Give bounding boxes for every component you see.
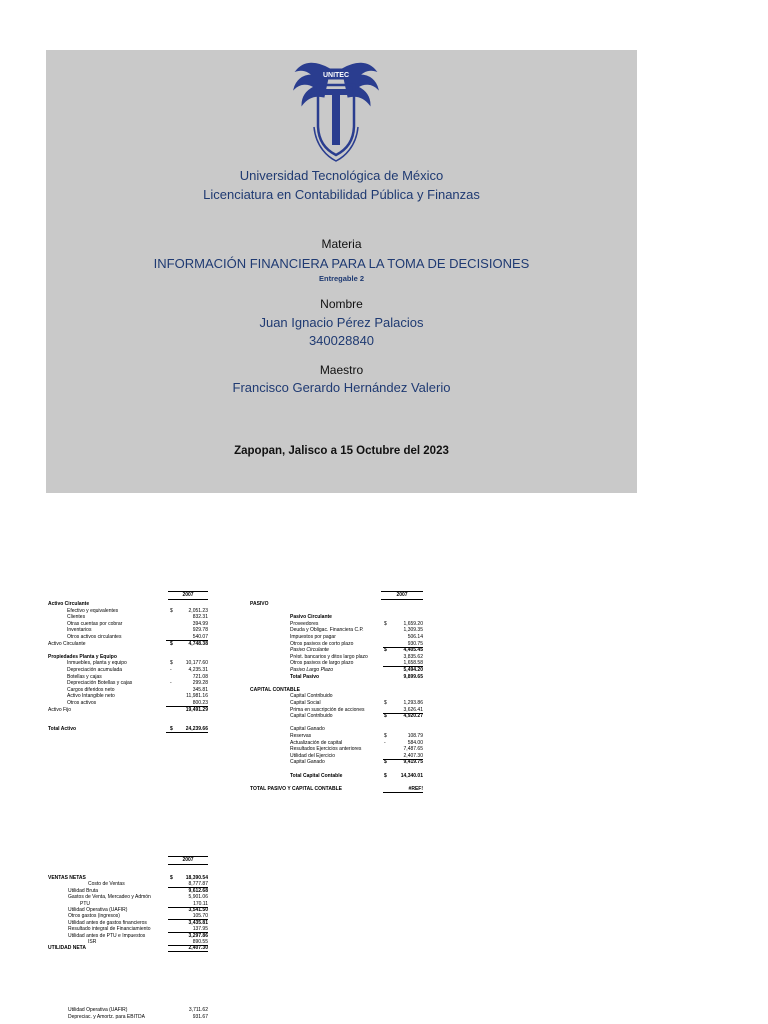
currency-sign: $ bbox=[384, 733, 387, 739]
row-label: Otros pasivos de corto plazo bbox=[290, 640, 354, 647]
row-value: 7,487.65 bbox=[403, 746, 423, 753]
row-label: TOTAL PASIVO Y CAPITAL CONTABLE bbox=[250, 785, 342, 792]
row-label: Otros activos bbox=[67, 700, 97, 706]
row-label: Proveedores bbox=[290, 620, 319, 627]
row-label: Capital Contribuido bbox=[290, 693, 333, 700]
row-value: 2,051.23 bbox=[188, 607, 208, 614]
row-value: 3,297.86 bbox=[188, 932, 208, 939]
name-label: Nombre bbox=[320, 297, 363, 311]
row-value: 930.75 bbox=[383, 641, 423, 648]
row-value: 1,658.58 bbox=[383, 660, 423, 667]
row-value: 9,612.68 bbox=[188, 887, 208, 894]
row-value: 299.28 bbox=[192, 680, 208, 687]
currency-sign: $ bbox=[384, 759, 387, 766]
row-value: 14,340.01 bbox=[400, 772, 423, 779]
row-value: 170.11 bbox=[168, 901, 208, 908]
row-label: Inmuebles, planta y equipo bbox=[67, 660, 127, 667]
unitec-logo bbox=[286, 55, 386, 167]
row-value: 11,981.16 bbox=[186, 693, 208, 700]
row-label: Depreciación acumulada bbox=[67, 667, 123, 673]
row-label: Utilidad antes de PTU e Impuestos bbox=[68, 932, 146, 939]
row-label: PASIVO bbox=[250, 601, 269, 607]
row-label: Utilidad del Ejercicio bbox=[290, 752, 336, 759]
row-value: 9,419.75 bbox=[403, 759, 423, 766]
row-label: Capital Social bbox=[290, 700, 321, 706]
row-value: 832.31 bbox=[192, 614, 208, 621]
row-value: 3,435.81 bbox=[188, 919, 208, 926]
row-label: Resultado integral de Financiamiento bbox=[68, 926, 151, 933]
row-value: 394.99 bbox=[192, 620, 208, 627]
row-label: Activo Intangible neto bbox=[67, 693, 115, 700]
row-label: Costo de Ventas bbox=[88, 881, 125, 888]
row-value: 345.81 bbox=[192, 686, 208, 693]
row-label: Otros gastos (ingresos) bbox=[68, 913, 120, 920]
place-date: Zapopan, Jalisco a 15 Octubre del 2023 bbox=[234, 445, 449, 457]
row-value: 3,711.62 bbox=[188, 1007, 208, 1013]
row-value: 1,659.20 bbox=[403, 620, 423, 627]
row-label: Deuda y Obligac. Financiera C.P. bbox=[290, 627, 364, 634]
row-label: Pasivo Circulante bbox=[290, 614, 332, 621]
row-label: Prést. bancarios y ditos largo plazo bbox=[290, 653, 368, 660]
row-label: Capital Contribuido bbox=[290, 713, 333, 720]
deliverable: Entregable 2 bbox=[318, 274, 364, 283]
currency-sign: $ bbox=[384, 772, 387, 779]
student-id: 340028840 bbox=[308, 333, 375, 348]
row-label: Pasivo Circulante bbox=[290, 647, 329, 654]
row-label: Gastos de Venta, Mercadeo y Admón bbox=[68, 894, 151, 901]
row-label: Reservas bbox=[290, 733, 312, 739]
row-value: 890.55 bbox=[168, 939, 208, 946]
row-label: Prima en suscripción de acciones bbox=[290, 706, 365, 713]
row-label: Otras cuentas por cobrar bbox=[67, 620, 123, 627]
row-value: 19,491.29 bbox=[185, 706, 208, 713]
row-value: 929.78 bbox=[192, 627, 208, 634]
balance-year-left: 2007 bbox=[168, 591, 208, 600]
row-value: 1,309.35 bbox=[403, 627, 423, 634]
row-label: Cargos diferidos neto bbox=[67, 686, 115, 693]
degree-name: Licenciatura en Contabilidad Pública y Finanzas bbox=[203, 187, 480, 202]
teacher-label: Maestro bbox=[319, 363, 364, 377]
row-value: 3,626.41 bbox=[383, 707, 423, 714]
row-label: Activo Circulante bbox=[48, 601, 90, 607]
row-value: 18,390.54 bbox=[185, 875, 208, 881]
row-label: Inventarios bbox=[67, 627, 92, 634]
row-label: Utilidad antes de gastos financieros bbox=[68, 919, 147, 926]
row-value: 4,748.38 bbox=[188, 640, 208, 647]
currency-sign: $ bbox=[170, 875, 173, 881]
row-value: 800.23 bbox=[166, 700, 208, 707]
row-label: Utilidad Operativa (UAFIR) bbox=[68, 907, 128, 913]
row-value: #REF! bbox=[383, 786, 423, 793]
row-value: 584.00 bbox=[407, 739, 423, 746]
currency-sign: $ bbox=[170, 607, 173, 614]
row-label: VENTAS NETAS bbox=[48, 875, 86, 881]
row-label: Activo Fijo bbox=[48, 706, 72, 713]
row-label: Pasivo Largo Plazo bbox=[290, 667, 334, 673]
row-label: Total Activo bbox=[48, 726, 77, 733]
row-label: Impuestos por pagar bbox=[290, 634, 336, 640]
university-name: Universidad Tecnológica de México bbox=[239, 168, 444, 183]
row-value: 506.14 bbox=[407, 634, 423, 640]
row-value: 5,901.06 bbox=[188, 894, 208, 901]
logo-text: UNITEC bbox=[322, 72, 350, 79]
row-value: 4,920.27 bbox=[403, 713, 423, 720]
row-label: UTILIDAD NETA bbox=[48, 945, 86, 952]
row-value: 4,235.31 bbox=[188, 667, 208, 673]
row-value: 721.08 bbox=[192, 673, 208, 680]
row-label: Activo Circulante bbox=[48, 640, 86, 647]
row-value: 4,405.45 bbox=[403, 647, 423, 654]
row-label: CAPITAL CONTABLE bbox=[250, 686, 300, 693]
row-label: Botellas y cajas bbox=[67, 673, 102, 680]
row-label: Clientes bbox=[67, 614, 86, 621]
subject-label: Materia bbox=[321, 237, 362, 251]
row-label: PTU bbox=[80, 900, 90, 907]
student-name: Juan Ignacio Pérez Palacios bbox=[259, 315, 424, 330]
row-label: Depreciac. y Amortz. para EBITDA bbox=[68, 1013, 145, 1020]
row-value: 3,541.50 bbox=[188, 907, 208, 913]
balance-year-right: 2007 bbox=[381, 591, 423, 600]
row-label: Resultados Ejercicios anteriores bbox=[290, 746, 362, 753]
row-value: 105.70 bbox=[168, 913, 208, 920]
row-label: Utilidad Operativa (UAFIR) bbox=[68, 1007, 128, 1013]
currency-sign: - bbox=[170, 680, 172, 687]
currency-sign: $ bbox=[170, 640, 173, 647]
income-year: 2007 bbox=[168, 856, 208, 865]
currency-sign: $ bbox=[170, 660, 173, 667]
row-value: 540.07 bbox=[166, 634, 208, 641]
row-label: Propiedades Planta y Equipo bbox=[48, 653, 117, 660]
teacher-name: Francisco Gerardo Hernández Valerio bbox=[232, 380, 451, 395]
row-label: Otros pasivos de largo plazo bbox=[290, 660, 354, 667]
currency-sign: $ bbox=[384, 620, 387, 627]
subject-name: INFORMACIÓN FINANCIERA PARA LA TOMA DE DECISIONES bbox=[153, 256, 530, 271]
row-value: 931.67 bbox=[192, 1013, 208, 1020]
row-value: 5,494.20 bbox=[403, 667, 423, 673]
row-value: 24,239.66 bbox=[166, 726, 208, 733]
row-value: 108.79 bbox=[407, 733, 423, 739]
row-label: ISR bbox=[88, 939, 97, 945]
currency-sign: $ bbox=[384, 713, 387, 720]
row-label: Otros activos circulantes bbox=[67, 634, 122, 640]
currency-sign: - bbox=[170, 667, 172, 673]
row-value: 9,899.65 bbox=[403, 673, 423, 680]
currency-sign: $ bbox=[170, 726, 173, 733]
row-label: Efectivo y equivalentes bbox=[67, 607, 119, 614]
currency-sign: $ bbox=[384, 700, 387, 706]
row-label: Depreciación Botellas y cajas bbox=[67, 680, 133, 687]
row-value: 2,407.30 bbox=[383, 753, 423, 760]
currency-sign: $ bbox=[384, 647, 387, 654]
row-value: 137.95 bbox=[168, 926, 208, 933]
row-label: Total Capital Contable bbox=[290, 772, 343, 779]
row-value: 3,835.62 bbox=[403, 653, 423, 660]
row-label: Actualización de capital bbox=[290, 739, 343, 746]
row-label: Capital Ganado bbox=[290, 726, 325, 733]
row-value: 10,177.60 bbox=[185, 660, 208, 667]
row-value: 8,777.87 bbox=[168, 881, 208, 888]
row-label: Total Pasivo bbox=[290, 673, 320, 680]
row-value: 2,407.30 bbox=[168, 945, 208, 952]
row-value: 1,293.86 bbox=[403, 700, 423, 706]
currency-sign: - bbox=[384, 739, 386, 746]
row-label: Utilidad Bruta bbox=[68, 887, 99, 894]
row-label: Capital Ganado bbox=[290, 759, 325, 766]
